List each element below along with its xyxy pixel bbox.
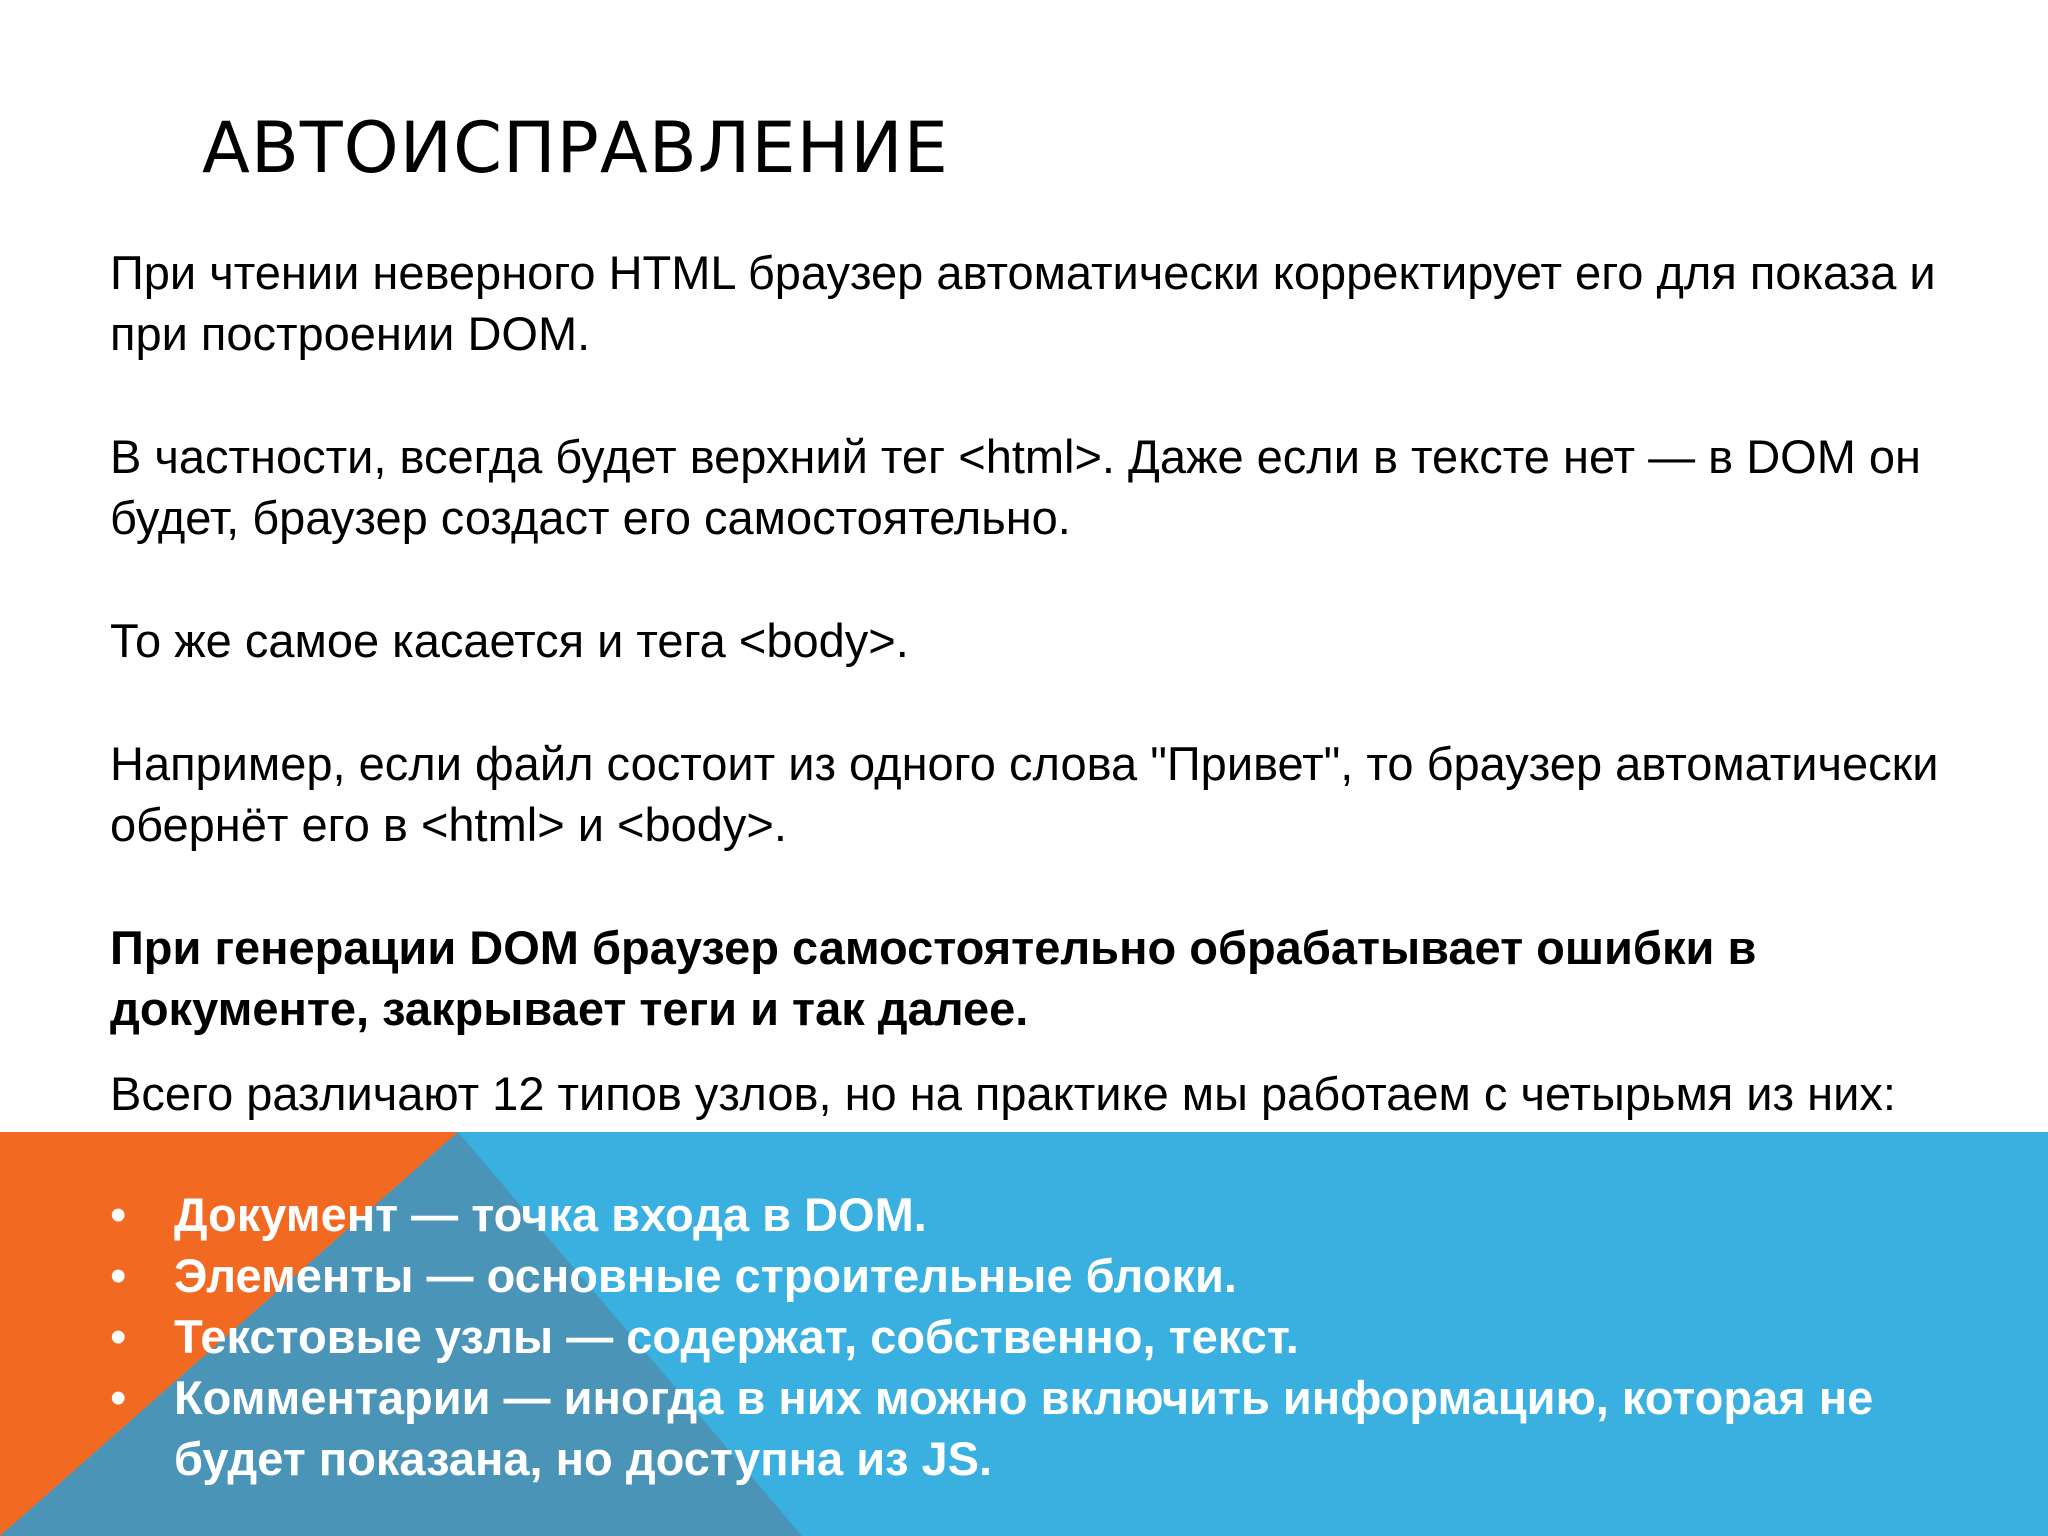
bullet-dot: • — [110, 1310, 127, 1363]
slide-title: АВТОИСПРАВЛЕНИЕ — [202, 107, 949, 189]
paragraph-autocorrect: При чтении неверного HTML браузер автоматически корректирует его для показа и при построении DOM. — [110, 246, 1936, 360]
slide-content — [110, 242, 1990, 1489]
paragraph-emphasis: При генерации DOM браузер самостоятельно обрабатывает ошибки в документе, закрывает теги и так далее. — [110, 921, 1757, 1035]
paragraph-html-tag: В частности, всегда будет верхний тег <html>. Даже если в тексте нет — в DOM он будет, браузер создаст его самостоятельно. — [110, 430, 1921, 544]
bullet-dot: • — [110, 1249, 127, 1302]
paragraph-body-tag: То же самое касается и тега <body>. — [110, 614, 909, 667]
bullet-dot: • — [110, 1188, 127, 1241]
list-item-comments — [110, 1367, 1990, 1489]
paragraph-node-types-intro: Всего различают 12 типов узлов, но на практике мы работаем с четырьмя из них: — [110, 1067, 1896, 1120]
list-item-text-nodes — [110, 1306, 1990, 1367]
list-item-text: Комментарии — иногда в них можно включить информацию, которая не будет показана, но доступна из JS. — [174, 1371, 1874, 1485]
list-item-elements — [110, 1245, 1990, 1306]
list-item-document — [110, 1184, 1990, 1245]
list-item-text: Элементы — основные строительные блоки. — [174, 1249, 1237, 1302]
paragraph-example: Например, если файл состоит из одного слова "Привет", то браузер автоматически обернёт его в <html> и <body>. — [110, 737, 1939, 851]
node-types-list — [110, 1184, 1990, 1489]
bullet-dot: • — [110, 1371, 127, 1424]
list-item-text: Документ — точка входа в DOM. — [174, 1188, 927, 1241]
list-item-text: Текстовые узлы — содержат, собственно, текст. — [174, 1310, 1299, 1363]
